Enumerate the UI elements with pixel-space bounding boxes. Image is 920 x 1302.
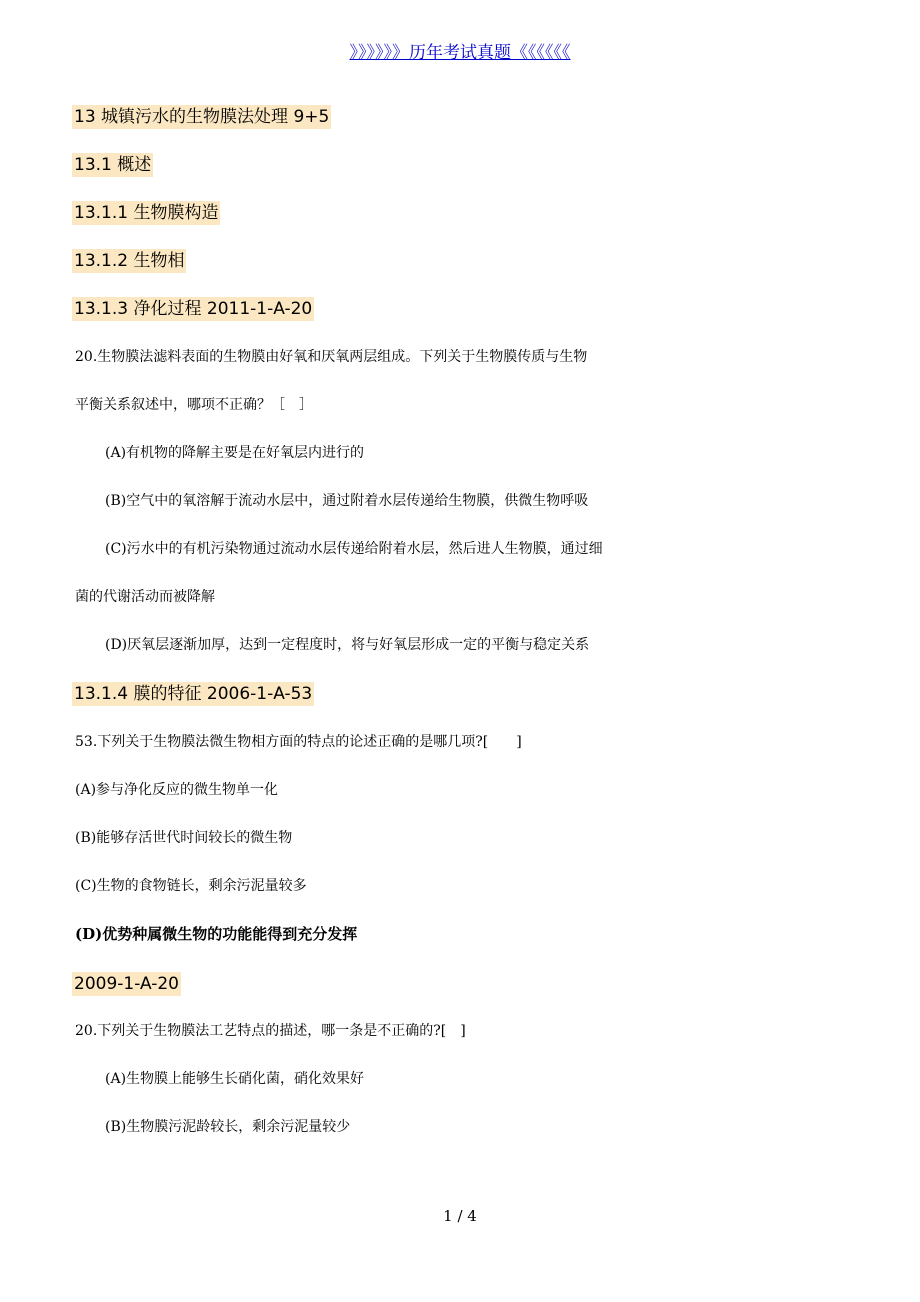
- option-c: (C)污水中的有机污染物通过流动水层传递给附着水层，然后进人生物膜，通过细: [105, 541, 603, 557]
- question-stem: 53.下列关于生物膜法微生物相方面的特点的论述正确的是哪几项?[ ]: [75, 734, 522, 750]
- heading-chapter-13: 13 城镇污水的生物膜法处理 9+5: [74, 107, 330, 127]
- option-a: (A)参与净化反应的微生物单一化: [75, 782, 279, 798]
- option-d: (D)厌氧层逐渐加厚，达到一定程度时，将与好氧层形成一定的平衡与稳定关系: [105, 637, 590, 653]
- heading-section-13-1-4: 13.1.4 膜的特征 2006-1-A-53: [74, 684, 313, 704]
- option-a: (A)有机物的降解主要是在好氧层内进行的: [105, 445, 365, 461]
- option-d: (D)优势种属微生物的功能能得到充分发挥: [75, 925, 358, 943]
- heading-section-13-1-1: 13.1.1 生物膜构造: [74, 203, 219, 223]
- question-stem-continued: 平衡关系叙述中，哪项不正确？［ ］: [75, 397, 313, 413]
- heading-section-13-1-2: 13.1.2 生物相: [74, 251, 185, 271]
- heading-section-13-1: 13.1 概述: [74, 155, 152, 175]
- heading-exam-2009: 2009-1-A-20: [74, 974, 179, 994]
- option-b: (B)生物膜污泥龄较长，剩余污泥量较少: [105, 1119, 351, 1135]
- question-stem: 20.生物膜法滤料表面的生物膜由好氧和厌氧两层组成。下列关于生物膜传质与生物: [75, 349, 588, 365]
- option-b: (B)空气中的氧溶解于流动水层中，通过附着水层传递给生物膜，供微生物呼吸: [105, 493, 589, 509]
- option-c: (C)生物的食物链长，剩余污泥量较多: [75, 878, 307, 894]
- page-header-banner: 》》》》》》历年考试真题《《《《《《: [349, 43, 571, 63]
- option-b: (B)能够存活世代时间较长的微生物: [75, 830, 293, 846]
- page-number: 1 / 4: [443, 1207, 477, 1225]
- option-c-continued: 菌的代谢活动而被降解: [75, 589, 215, 605]
- question-stem: 20.下列关于生物膜法工艺特点的描述，哪一条是不正确的?[ ]: [75, 1023, 466, 1039]
- heading-section-13-1-3: 13.1.3 净化过程 2011-1-A-20: [74, 299, 313, 319]
- option-a: (A)生物膜上能够生长硝化菌，硝化效果好: [105, 1071, 365, 1087]
